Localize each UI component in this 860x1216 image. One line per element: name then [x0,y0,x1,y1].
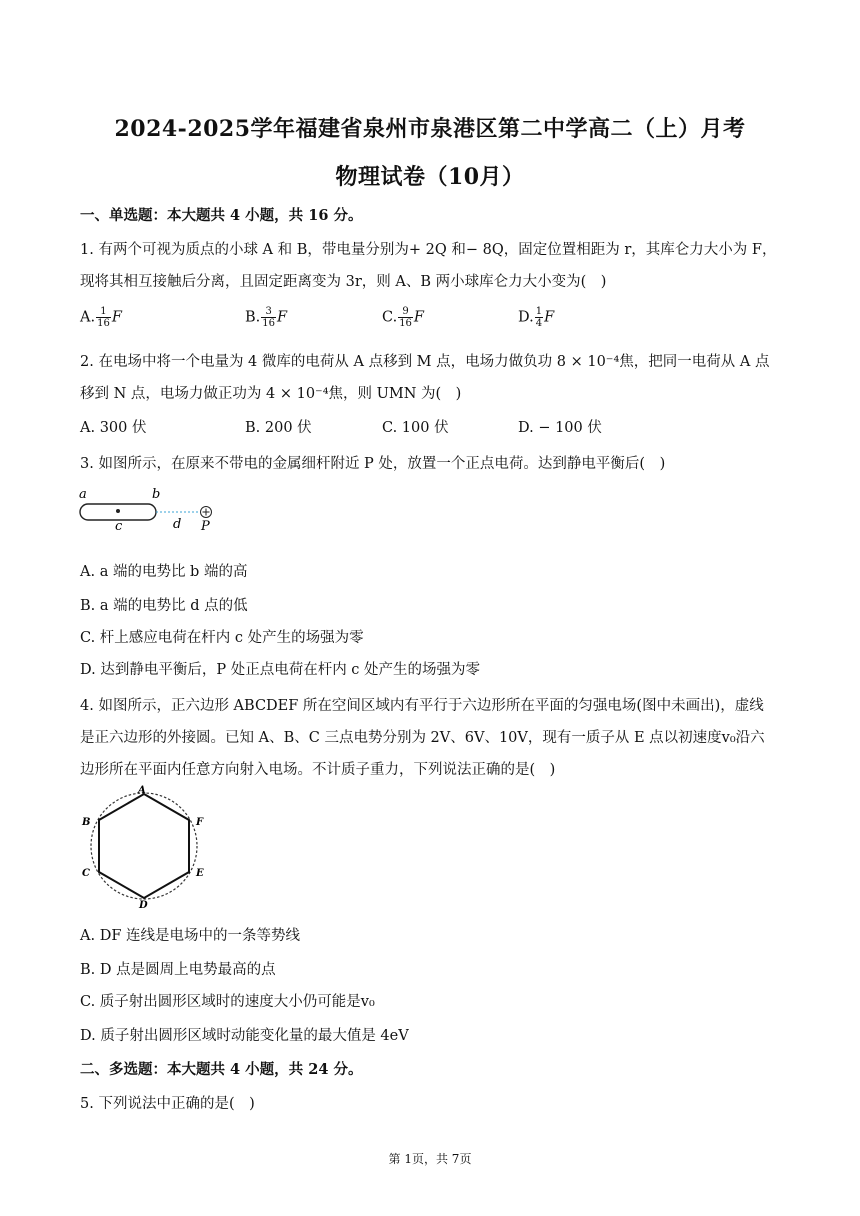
q4-stem-line2: 是正六边形的外接圆。已知 A、B、C 三点电势分别为 2V、6V、10V，现有一质子从 E 点以初速度v₀沿六 [80,730,765,746]
q4-option-b: B. D 点是圆周上电势最高的点 [80,962,276,978]
q3-rod-figure [74,484,224,534]
q1-stem-line1: 1. 有两个可视为质点的小球 A 和 B，带电量分别为+ 2Q 和− 8Q，固定位置相距为 r，其库仑力大小为 F， [80,242,777,258]
q4-option-c: C. 质子射出圆形区域时的速度大小仍可能是v₀ [80,994,375,1010]
section-single-choice: 一、单选题：本大题共 4 小题，共 16 分。 [80,207,363,224]
q1-option-c: C. $\frac{9}{16}$ F [382,306,424,329]
label-c: c [115,519,123,534]
q1-stem-line2: 现将其相互接触后分离，且固定距离变为 3r，则 A、B 两小球库仑力大小变为( ) [80,274,607,290]
q3-option-a: A. a 端的电势比 b 端的高 [80,564,248,580]
q3-stem: 3. 如图所示，在原来不带电的金属细杆附近 P 处，放置一个正点电荷。达到静电平衡后( ) [80,456,666,472]
q4-option-d: D. 质子射出圆形区域时动能变化量的最大值是 4eV [80,1028,409,1044]
q4-hexagon-figure [76,784,212,908]
q3-option-c: C. 杆上感应电荷在杆内 c 处产生的场强为零 [80,630,364,646]
label-p: P [201,519,210,534]
page-footer: 第 1页，共 7页 [388,1152,472,1166]
regular-hexagon [99,794,189,898]
q2-option-b: B. 200 伏 [245,420,312,436]
q5-stem: 5. 下列说法中正确的是( ) [80,1096,255,1112]
exam-title-line1: 2024-2025学年福建省泉州市泉港区第二中学高二（上）月考 [114,116,746,142]
label-E: E [196,868,204,879]
label-A: A [138,785,146,796]
q3-option-d: D. 达到静电平衡后，P 处正点电荷在杆内 c 处产生的场强为零 [80,662,481,678]
q1-option-d: D. $\frac{1}{4}$ F [518,306,555,329]
label-D: D [139,900,148,908]
q2-option-c: C. 100 伏 [382,420,449,436]
label-a: a [79,487,87,502]
label-d: d [173,517,182,532]
label-F: F [196,817,204,828]
q4-option-a: A. DF 连线是电场中的一条等势线 [80,928,300,944]
q1-option-b: B. $\frac{3}{16}$ F [245,306,288,329]
q2-option-d: D. − 100 伏 [518,420,602,436]
q2-stem-line1: 2. 在电场中将一个电量为 4 微库的电荷从 A 点移到 M 点，电场力做负功 8 × 10⁻⁴焦，把同一电荷从 A 点 [80,354,770,370]
label-b: b [152,487,161,502]
section-multiple-choice: 二、多选题：本大题共 4 小题，共 24 分。 [80,1061,363,1078]
q1-option-a: A. $\frac{1}{16}$ F [80,306,122,329]
point-c-dot [116,509,120,513]
exam-title-line2: 物理试卷（10月） [335,164,525,190]
circumscribed-circle [91,793,197,899]
q4-stem-line3: 边形所在平面内任意方向射入电场。不计质子重力，下列说法正确的是( ) [80,762,556,778]
q4-stem-line1: 4. 如图所示，正六边形 ABCDEF 所在空间区域内有平行于六边形所在平面的匀强电场(图中未画出)，虚线 [80,698,764,714]
label-B: B [82,817,91,828]
q2-option-a: A. 300 伏 [80,420,147,436]
q2-stem-line2: 移到 N 点，电场力做正功为 4 × 10⁻⁴焦，则 UMN 为( ) [80,386,462,402]
label-C: C [82,868,90,879]
q3-option-b: B. a 端的电势比 d 点的低 [80,598,248,614]
